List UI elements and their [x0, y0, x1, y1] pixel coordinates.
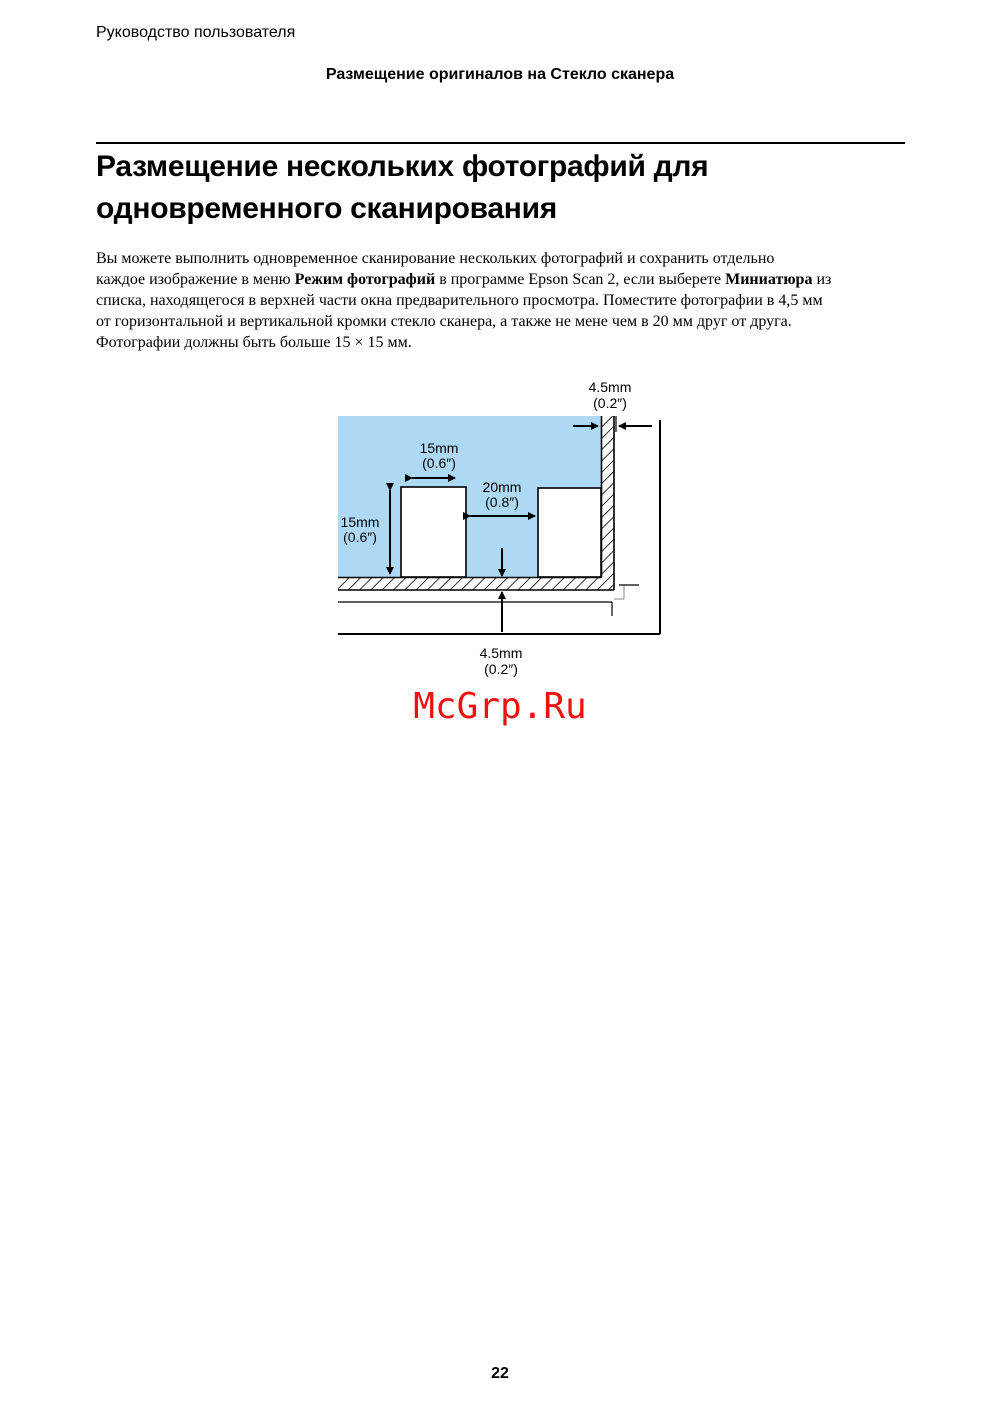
gap-mm: 20mm	[482, 479, 522, 495]
watermark: McGrp.Ru	[413, 686, 587, 727]
top-margin-mm: 4.5mm	[588, 379, 632, 395]
body-line-3: списка, находящегося в верхней части окна предварительного просмотра. Поместите фотографии в 4,5 мм	[96, 292, 823, 309]
photo-right	[538, 488, 601, 577]
body-line-2-start: каждое изображение в меню	[96, 271, 295, 288]
heading-line-1: Размещение нескольких фотографий для	[96, 150, 709, 183]
photo-left	[401, 487, 466, 577]
photo-width-mm: 15mm	[419, 440, 459, 456]
heading-line-2: одновременного сканирования	[96, 192, 557, 225]
bottom-hatched-margin	[338, 577, 614, 590]
photo-height-in: (0.6″)	[343, 529, 377, 545]
body-line-2-end: из	[812, 271, 832, 288]
body-line-1: Вы можете выполнить одновременное сканирование нескольких фотографий и сохранить отдельно	[96, 250, 775, 267]
placement-diagram	[330, 370, 670, 687]
body-line-2-middle: в программе Epson Scan 2, если выберете	[435, 271, 726, 288]
body-line-5: Фотографии должны быть больше 15 × 15 мм.	[96, 334, 412, 351]
bottom-margin-mm: 4.5mm	[479, 645, 523, 661]
photo-mode-term: Режим фотографий	[294, 271, 436, 288]
body-line-2	[96, 269, 911, 290]
page-number: 22	[491, 1365, 509, 1382]
right-hatched-margin	[601, 416, 614, 590]
running-header: Руководство пользователя	[96, 24, 296, 41]
section-title: Размещение оригиналов на Стекло сканера	[325, 66, 675, 83]
heading-rule	[96, 142, 905, 144]
top-margin-in: (0.2″)	[593, 395, 627, 411]
body-paragraph	[96, 248, 911, 353]
page-heading	[96, 146, 906, 230]
photo-width-in: (0.6″)	[422, 455, 456, 471]
bottom-margin-in: (0.2″)	[484, 661, 518, 677]
body-line-4: от горизонтальной и вертикальной кромки стекло сканера, а также не мене чем в 20 мм друг от друга.	[96, 313, 792, 330]
placement-diagram-svg	[330, 370, 670, 682]
photo-height-mm: 15mm	[340, 514, 380, 530]
gap-in: (0.8″)	[485, 494, 519, 510]
thumbnail-term: Миниатюра	[725, 271, 813, 288]
